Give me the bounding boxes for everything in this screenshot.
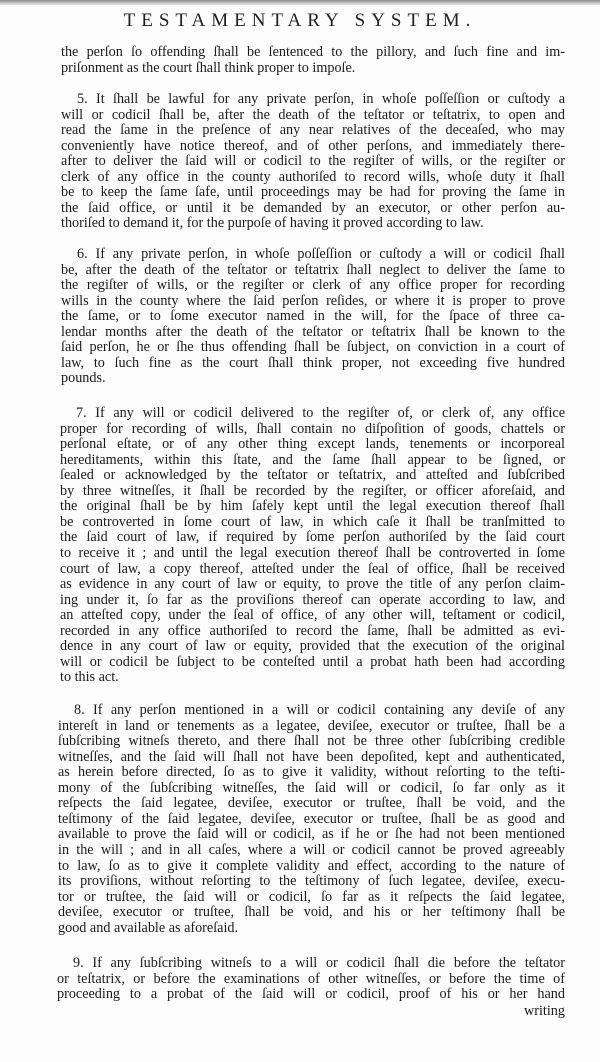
section-7-line: ing under it, ſo far as the proviſions thereof can operate according to law, and [60, 591, 565, 608]
section-7-line: to this act. [60, 669, 119, 686]
section-8-line: good and available as aforeſaid. [58, 919, 239, 936]
section-8-line: as herein before directed, ſo as to give it validity, without reſorting to the teſti- [58, 764, 565, 781]
section-5-line: will or codicil ſhall be, after the death of the teſtator or teſtatrix, to open and [61, 106, 565, 123]
section-7-line: ſealed or acknowledged by the teſtator or teſtatrix, and atteſted and ſubſcribed [60, 467, 565, 484]
catchword: writing [524, 1003, 565, 1019]
section-5-line: clerk of any office in the county authoriſed to record wills, whoſe duty it ſhall [61, 168, 565, 185]
section-5-line: thoriſed to demand it, for the purpoſe of having it proved according to law. [61, 215, 484, 232]
section-7-line: 7. If any will or codicil delivered to the regiſter of, or clerk of, any office [76, 405, 565, 421]
section-6-line: lendar months after the death of the teſtator or teſtatrix ſhall be known to the [61, 323, 565, 340]
section-6-line: 6. If any private perſon, in whoſe poſſeſſion or cuſtody a will or codicil ſhall [77, 246, 565, 262]
section-8-line: tor or truſtee, the ſaid will or codicil, ſo far as it reſpects the ſaid legatee, [58, 888, 565, 905]
section-8-line: 8. If any perſon mentioned in a will or codicil containing any deviſe of any [74, 702, 565, 718]
section-7-line: proper for recording of wills, ſhall contain no diſpoſition of goods, chattels or [60, 420, 565, 437]
section-6-line: wills in the county where the ſaid perſon reſides, or where it is proper to prove [61, 292, 565, 309]
section-8-line: ſubſcribing witneſs thereto, and there ſhall not be three other ſubſcribing credible [58, 733, 565, 750]
section-9-line: or teſtatrix, or before the examinations of other witneſſes, or before the time of [57, 970, 565, 987]
section-7-line: by three witneſſes, it ſhall be recorded by the regiſter, or officer aforeſaid, and [60, 482, 565, 499]
page-title: TESTAMENTARY SYSTEM. [123, 10, 477, 31]
section-6-line: the regiſter of wills, or the regiſter or clerk of any office proper for recording [61, 277, 565, 294]
section-7-line: an atteſted copy, under the ſeal of office, of any other will, teſtament or codicil, [60, 607, 565, 624]
section-7-line: recorded in any office authoriſed to record the ſame, ſhall be admitted as evi- [60, 622, 565, 639]
section-5-line: after to deliver the ſaid will or codicil to the regiſter of wills, or the regiſter or [61, 153, 565, 170]
section-5-line: read the ſame in the preſence of any near relatives of the deceaſed, who may [61, 122, 565, 139]
section-8-line: reſpects the ſaid legatee, deviſee, executor or truſtee, ſhall be void, and the [58, 795, 565, 812]
section-7-line: perſonal eſtate, or of any other thing except lands, tenements or incorporeal [60, 436, 565, 453]
section-6-line: law, to ſuch fine as the court ſhall think proper, not exceeding five hundred [61, 354, 565, 371]
section-8-line: its proviſions, without reſorting to the teſtimony of ſuch legatee, deviſee, execu- [58, 873, 565, 890]
section-9-line: proceeding to a probat of the ſaid will or codicil, proof of his or her hand [57, 986, 565, 1003]
section-5-line: conveniently have notice thereof, and of other perſons, and immediately there- [61, 137, 565, 154]
section-5-line: the ſaid office, or until it be demanded by an executor, or other perſon au- [61, 199, 565, 216]
section-6-line: be, after the death of the teſtator or teſtatrix ſhall neglect to deliver the ſame to [61, 261, 565, 278]
section-6-line: pounds. [61, 370, 106, 387]
section-8-line: in the will ; and in all caſes, where a will or codicil cannot be proved agreeably [58, 841, 565, 858]
section-8-line: to law, ſo as to give it complete validity and effect, according to the nature of [58, 857, 565, 874]
section-7-line: to receive it ; and until the legal execution thereof ſhall be controverted in ſome [60, 544, 565, 561]
section-9-line: 9. If any ſubſcribing witneſs to a will or codicil ſhall die before the teſtator [73, 955, 565, 971]
section-8-line: mony of the ſubſcribing witneſſes, the ſaid will or codicil, ſo far only as it [58, 779, 565, 796]
section-5-line: 5. It ſhall be lawful for any private perſon, in whoſe poſſeſſion or cuſtody a [77, 91, 565, 107]
section-7-line: the original ſhall be by him ſafely kept until the legal execution thereof ſhall [60, 498, 565, 515]
section-7-line: hereditaments, within this ſtate, and the ſame ſhall appear to be ſigned, or [60, 451, 565, 468]
section-6-line: the ſame, or to ſome executor named in the will, for the ſpace of three ca- [61, 308, 565, 325]
section-7-line: as evidence in any court of law or equity, to prove the title of any perſon claim- [60, 576, 565, 593]
section-7-line: dence in any court of law or equity, provided that the execution of the original [60, 638, 565, 655]
section-7-line: court of law, a copy thereof, atteſted under the ſeal of office, ſhall be received [60, 560, 565, 577]
section-5-line: be to keep the ſame ſafe, until proceedings may be had for proving the ſame in [61, 184, 565, 201]
section-8-line: witneſſes, and the ſaid will ſhall not have been depoſited, kept and authenticated, [58, 748, 565, 765]
section-8-line: intereſt in land or tenements as a legatee, deviſee, executor or truſtee, ſhall be a [58, 717, 565, 734]
section-8-line: available to prove the ſaid will or codicil, as if he or ſhe had not been mentioned [58, 826, 565, 843]
section-7-line: be controverted in ſome court of law, in which caſe it ſhall be tranſmitted to [60, 513, 565, 530]
section-6-line: ſaid perſon, he or ſhe thus offending ſhall be ſubject, on conviction in a court of [61, 339, 565, 356]
section-8-line: teſtimony of the ſaid legatee, deviſee, executor or truſtee, ſhall be as good and [58, 810, 565, 827]
section-7-line: will or codicil be ſubject to be conteſted until a probat hath been had according [60, 653, 565, 670]
section-8-line: deviſee, executor or truſtee, ſhall be void, and his or her teſtimony ſhall be [58, 904, 565, 921]
text-line: priſonment as the court ſhall think proper to impoſe. [61, 59, 356, 76]
text-line: the perſon ſo offending ſhall be ſentenced to the pillory, and ſuch fine and im- [61, 44, 565, 60]
section-7-line: the ſaid court of law, if required by ſome perſon authoriſed by the ſaid court [60, 529, 565, 546]
scan-edge [0, 0, 600, 5]
